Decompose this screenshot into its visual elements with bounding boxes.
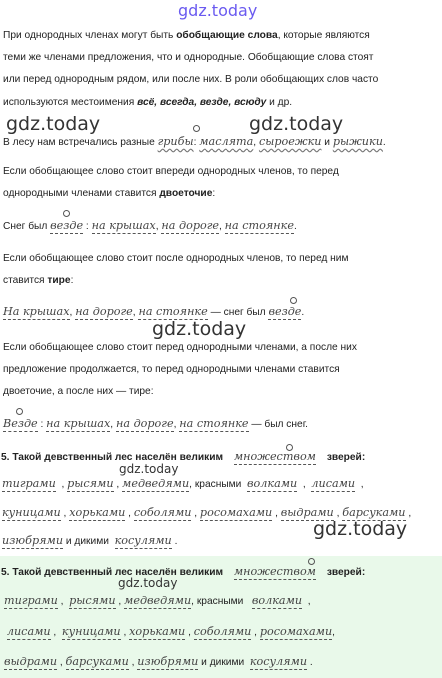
watermark-small-1: gdz.today [119,462,179,476]
rule-line-1: При однородных членах могут быть обобщающие слова, которые являются [3,30,370,41]
generalizing-ring-2 [63,210,70,217]
example-1: В лесу нам встречались разные грибы: маслята, сыроежки и рыжики. [3,135,386,148]
word-gribi: грибы [157,135,194,148]
rule3-line-2: ставится тире: [3,275,74,286]
generalizing-ring-1 [193,125,200,132]
generalizing-ring-5 [286,444,293,451]
task2-heading: 5. Такой девственный лес населён великим множеством зверей: [1,565,366,578]
task1-row-3: изюбрями и дикими косулями . [2,534,178,547]
watermark-mid-3: gdz.today [152,318,247,340]
watermark-small-2: gdz.today [118,576,178,590]
rule-line-2: теми же членами предложения, что и однородные. Обобщающие слова стоят [3,52,374,63]
task1-row-1: тиграми , рысями , медведями, красными волками , лисами , [2,477,364,490]
task1-word: множеством [233,450,316,463]
word-vezde: везде [50,219,84,232]
rule2-line-1: Если обобщающее слово стоит впереди однородных членов, то перед [3,166,339,177]
task2-row-2: лисами , куницами , хорьками , соболями , росомахами, [6,625,335,638]
watermark-mid-2: gdz.today [249,113,344,135]
example-2: Снег был везде : на крышах, на дороге, на стоянке. [3,219,297,232]
task2-word: множеством [233,565,316,578]
word-syroezhki: сыроежки [258,135,322,148]
watermark-big-right: gdz.today [313,518,408,540]
rule2-line-2: однородными членами ставится двоеточие: [3,188,216,199]
task2-row-1: тиграми , рысями , медведями, красными волками , [4,594,311,607]
rule4-line-1: Если обобщающее слово стоит перед однородными членами, а после них [3,342,357,353]
word-maslyata: маслята [199,135,254,148]
rule4-line-2: предложение продолжается, то перед однородными членами ставится [3,364,340,375]
task1-heading: 5. Такой девственный лес населён великим множеством зверей: [1,450,366,463]
rule-line-4: используются местоимения всё, всегда, везде, всюду и др. [3,97,293,108]
generalizing-ring-3 [290,297,297,304]
example-3: На крышах, на дороге, на стоянке — снег был везде. [3,305,305,318]
generalizing-ring-6 [308,558,315,565]
rule4-line-3: двоеточие, а после них — тире: [3,386,154,397]
rule3-line-1: Если обобщающее слово стоит после однородных членов, то перед ним [3,253,349,264]
example-4: Везде : на крышах, на дороге, на стоянке — был снег. [3,417,308,430]
word-ryzhiki: рыжики [332,135,383,148]
watermark-top: gdz.today [178,1,258,20]
rule-line-3: или перед однородным рядом, или после них. В роли обобщающих слов часто [3,74,379,85]
generalizing-ring-4 [16,408,23,415]
task1-row-2: куницами , хорьками , соболями , росомахами , выдрами , барсуками , [2,506,412,519]
task2-row-3: выдрами , барсуками , изюбрями и дикими косулями . [4,655,313,668]
watermark-mid-1: gdz.today [6,113,101,135]
